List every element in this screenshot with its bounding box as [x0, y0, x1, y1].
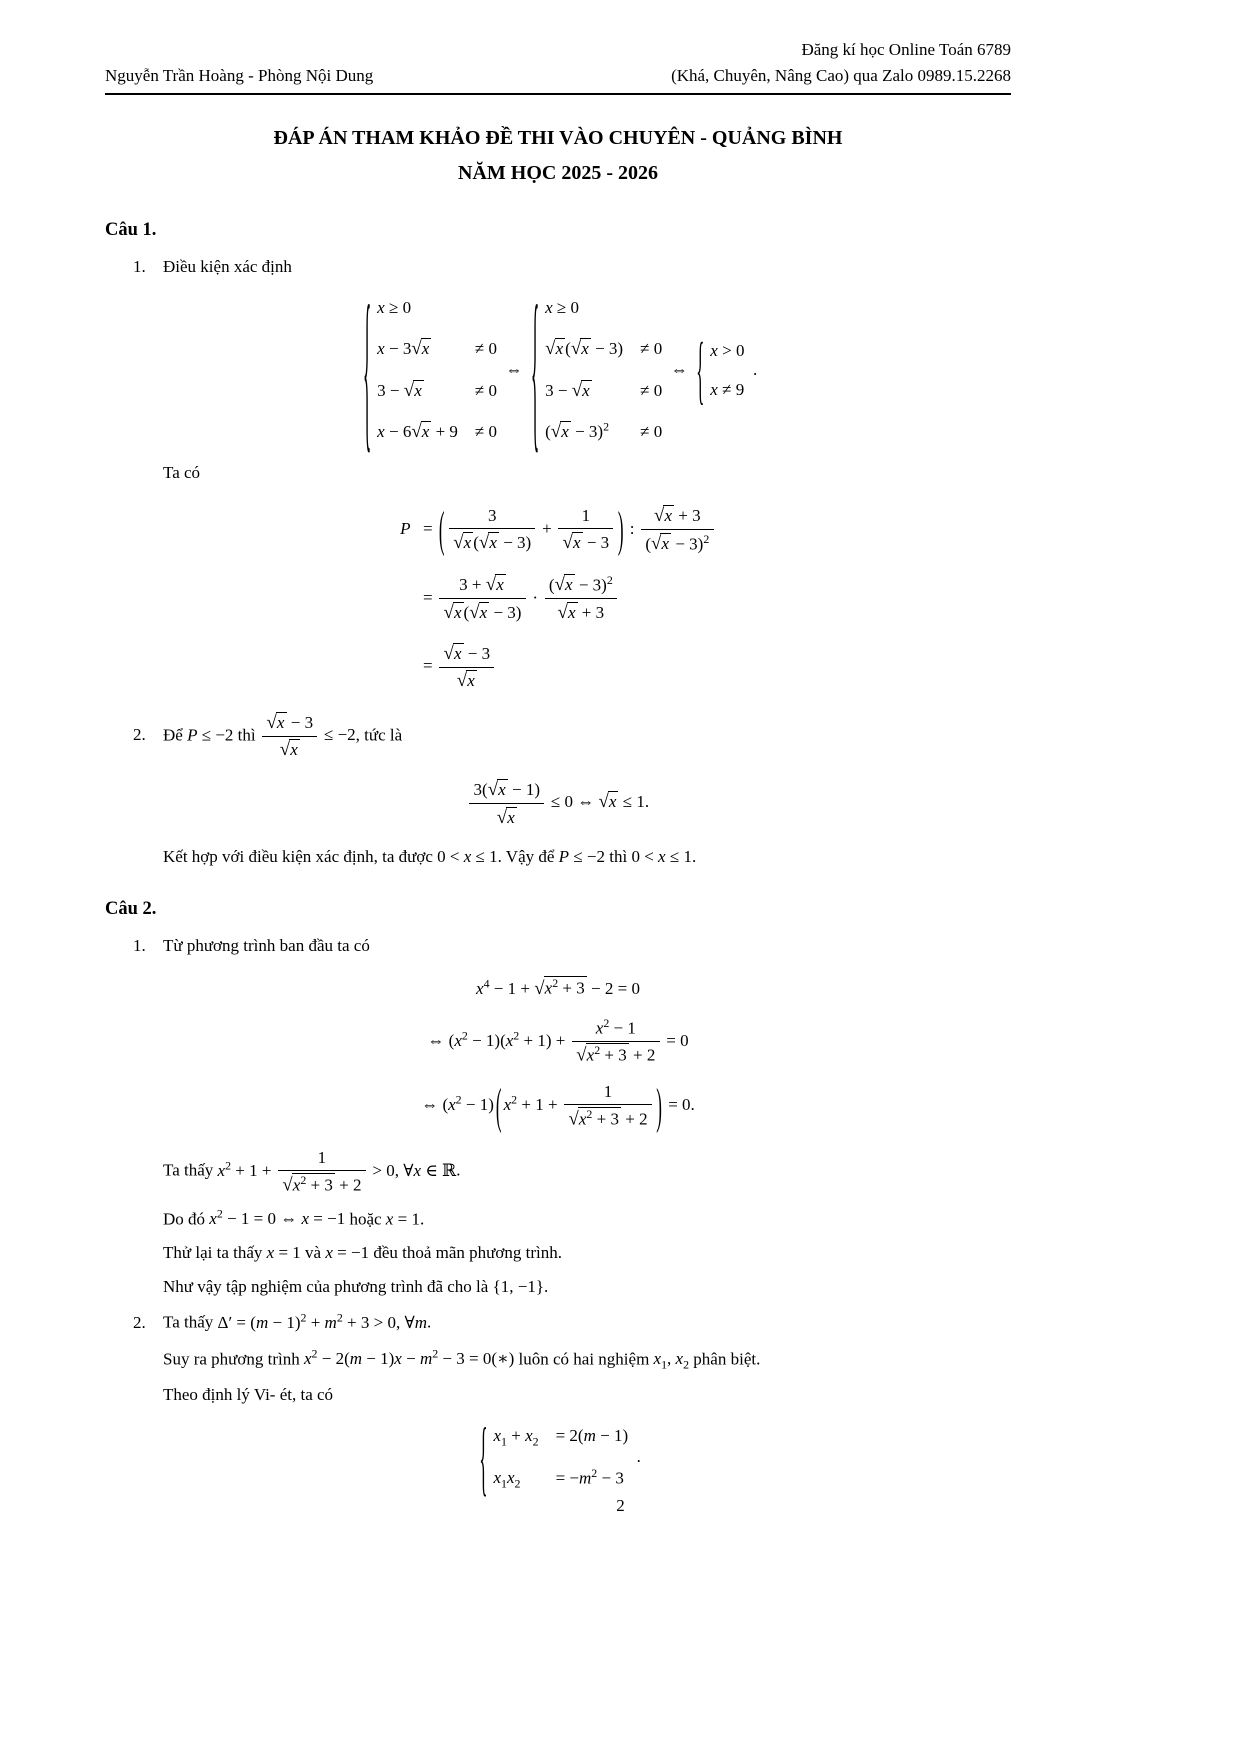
- radical-sign: √: [550, 421, 562, 443]
- paragraph: Theo định lý Vi- ét, ta có: [163, 1384, 334, 1404]
- radical-sign: √: [557, 602, 568, 624]
- system-brace: {: [696, 327, 705, 414]
- radical-sign: √: [485, 574, 497, 596]
- radical-sign: √: [443, 601, 454, 623]
- display-math: P: [400, 518, 411, 538]
- list-item: [133, 1309, 1011, 1335]
- radical-sign: √: [487, 778, 498, 800]
- radical-sign: √: [456, 670, 468, 692]
- radical-sign: √: [496, 806, 508, 828]
- equation-rhs: [423, 642, 497, 693]
- display-equation: [105, 975, 1011, 1002]
- list-item: [133, 934, 1011, 959]
- radical-sign: √: [478, 531, 490, 553]
- list-item: [133, 711, 1011, 762]
- paragraph: Như vậy tập nghiệm của phương trình đã cho là {1, −1}.: [163, 1276, 549, 1296]
- inline-math: $\Delta' = (m - 1)^2 + m^2 + 3 > 0$, ∀m: [217, 1310, 427, 1332]
- radical-sign: √: [279, 739, 291, 761]
- inline-math: x = 1: [266, 1243, 301, 1263]
- radical-sign: √: [453, 531, 464, 553]
- equation-system: { x ≥ 0 x − 3√x ≠ 0 3 − √x ≠ 0 x − 6√x + 9 ≠ 0: [363, 270, 498, 471]
- radical-sign: √: [534, 978, 545, 999]
- inline-math: 0 < x ≤ 1: [437, 846, 498, 866]
- display-equation: [105, 1078, 1011, 1134]
- equation-system: { x > 0 x ≠ 9: [696, 327, 745, 414]
- list-text: Để P ≤ −2 thì $\frac{√x - 3}{√x}$ ≤ −2, tức là: [163, 711, 403, 761]
- display-equation: [105, 778, 1011, 829]
- radical-sign: √: [598, 791, 609, 813]
- inline-math: P ≤ −2: [558, 846, 605, 866]
- inline-math: $\frac{√x - 3}{√x}$ ≤ −2: [260, 725, 356, 744]
- paragraph: Thử lại ta thấy x = 1 và x = −1 đều thoả mãn phương trình.: [163, 1243, 562, 1263]
- display-math: { x ≥ 0 x − 3√x ≠ 0 3 − √x ≠ 0 x − 6√x + 9 ≠ 0 ⇔ { x ≥ 0 √x (√x − 3) ≠ 0 3 − √x ≠ 0 $(√x - 3)^2$ ≠ 0 ⇔ { x > 0 x ≠ 9 .: [363, 270, 758, 471]
- display-equation: [105, 270, 1011, 471]
- display-math: = $\frac{3 + √x}{√x (√x - 3)}$ · $\frac{(√x - 3)^2}{√x + 3}$: [423, 588, 619, 607]
- paragraph: Do đó $x^2 - 1 = 0$ ⇔ x = −1 hoặc x = 1.: [163, 1206, 425, 1229]
- display-equation: [105, 1411, 1011, 1505]
- radical-sign: √: [562, 531, 573, 553]
- paragraph: Ta có: [163, 463, 201, 483]
- page-number: 2: [616, 1496, 625, 1516]
- aligned-equations: [105, 504, 1011, 693]
- display-math: = $\frac{√x - 3}{√x}$: [423, 656, 497, 675]
- display-math: ⇔ $(x^2 - 1)(x^2 + 1)$ + $\frac{x^2 - 1}{√x^2 + 3 + 2}$ = 0: [427, 1016, 689, 1067]
- inline-math: 0 < x ≤ 1: [631, 846, 692, 866]
- display-math: ⇔ $(x^2 - 1)$ ( $x^2 + 1$ + $\frac{1}{√x^2 + 3 + 2}$ ) = 0.: [421, 1078, 695, 1134]
- list-text: Ta thấy $\Delta' = (m - 1)^2 + m^2 + 3 > 0$, ∀m.: [163, 1310, 432, 1332]
- paragraph: Kết hợp với điều kiện xác định, ta được 0 < x ≤ 1. Vậy để P ≤ −2 thì 0 < x ≤ 1.: [163, 846, 697, 866]
- header-row: [105, 64, 1011, 88]
- inline-math: x = −1: [325, 1243, 370, 1263]
- equation-rhs: [423, 504, 716, 556]
- content: [105, 217, 1011, 1505]
- inline-math: {1, −1}: [492, 1276, 544, 1296]
- system-brace: {: [531, 270, 540, 471]
- display-equation-group: [105, 975, 1011, 1134]
- page-header: [105, 38, 1011, 95]
- radical-sign: √: [282, 1174, 293, 1196]
- paragraph: Suy ra phương trình $x^2 - 2(m - 1)x - m^2 - 3$ = 0(∗) luôn có hai nghiệm $x_1$, $x_2$ phân biệt.: [163, 1346, 761, 1372]
- list-number: 2.: [133, 725, 146, 745]
- system-brace: {: [363, 270, 372, 471]
- system-brace: {: [479, 1411, 488, 1505]
- section-heading: Câu 2.: [105, 898, 157, 919]
- radical-sign: √: [654, 504, 665, 526]
- list-number: 2.: [133, 1312, 146, 1332]
- list-text: Từ phương trình ban đầu ta có: [163, 936, 370, 956]
- display-math: $x^4 - 1 + √x^2 + 3 - 2 = 0$: [476, 976, 640, 999]
- title-line2: NĂM HỌC 2025 - 2026: [458, 161, 658, 184]
- radical-sign: √: [568, 1108, 579, 1130]
- equation-rhs: [423, 573, 619, 625]
- radical-sign: √: [469, 601, 480, 623]
- radical-sign: √: [403, 379, 415, 401]
- equation-system: { $x_1 + x_2$ = 2(m − 1) $x_1x_2$ = $-m^2 - 3$: [479, 1411, 629, 1505]
- display-math: = ( $\frac{3}{√x (√x - 3)}$ + $\frac{1}{√x - 3}$ ) : $\frac{√x + 3}{(√x - 3)^2}$: [423, 519, 716, 538]
- display-math: { $x_1 + x_2$ = 2(m − 1) $x_1x_2$ = $-m^2 - 3$ .: [479, 1411, 641, 1505]
- display-math: $\frac{3(√x - 1)}{√x}$ ≤ 0 ⇔ √x ≤ 1.: [467, 792, 649, 811]
- inline-math: $x^2 + 1$ + $\frac{1}{√x^2 + 3 + 2}$ > 0, ∀x ∈ ℝ: [217, 1148, 457, 1196]
- title-line1: ĐÁP ÁN THAM KHẢO ĐỀ THI VÀO CHUYÊN - QUẢNG BÌNH: [273, 126, 843, 149]
- radical-sign: √: [570, 338, 582, 360]
- equation-system: { x ≥ 0 √x (√x − 3) ≠ 0 3 − √x ≠ 0 $(√x - 3)^2$ ≠ 0: [531, 270, 663, 471]
- radical-sign: √: [411, 421, 422, 443]
- paragraph: Ta thấy $x^2 + 1$ + $\frac{1}{√x^2 + 3 + 2}$ > 0, ∀x ∈ ℝ.: [163, 1148, 461, 1196]
- radical-sign: √: [651, 533, 662, 555]
- equation-lhs: [400, 517, 417, 542]
- radical-sign: √: [571, 379, 582, 401]
- radical-sign: √: [443, 642, 454, 664]
- list-text: Điều kiện xác định: [163, 257, 292, 277]
- document-title: [105, 121, 1011, 191]
- list-item: [133, 255, 1011, 280]
- section-heading: Câu 1.: [105, 219, 157, 240]
- header-course-label: Đăng kí học Online Toán 6789: [801, 40, 1011, 59]
- radical-sign: √: [576, 1045, 587, 1067]
- radical-sign: √: [545, 338, 556, 360]
- inline-math: $x_1$, $x_2$: [653, 1349, 690, 1372]
- inline-math: x = 1: [385, 1209, 420, 1229]
- list-number: 1.: [133, 936, 146, 956]
- radical-sign: √: [411, 338, 422, 360]
- inline-math: $x^2 - 2(m - 1)x - m^2 - 3$ = 0(∗): [303, 1346, 515, 1369]
- display-equation: [105, 1016, 1011, 1067]
- list-number: 1.: [133, 257, 146, 277]
- inline-math: P ≤ −2: [187, 725, 234, 745]
- inline-math: $x^2 - 1 = 0$ ⇔ x = −1: [209, 1206, 346, 1229]
- header-author: Nguyễn Trần Hoàng - Phòng Nội Dung: [105, 65, 374, 85]
- radical-sign: √: [554, 574, 565, 596]
- header-contact: (Khá, Chuyên, Nâng Cao) qua Zalo 0989.15.2268: [671, 65, 1011, 85]
- radical-sign: √: [266, 711, 277, 733]
